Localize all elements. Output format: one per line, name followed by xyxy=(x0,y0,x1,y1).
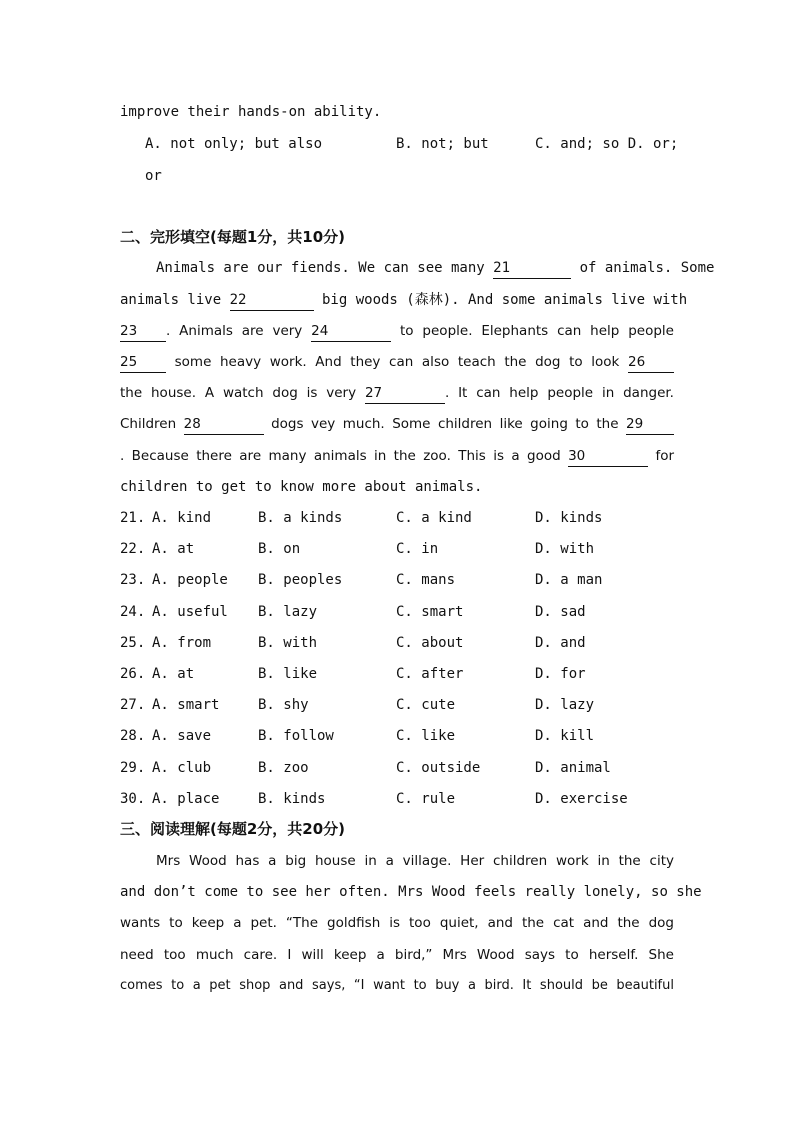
blank-25: 25 xyxy=(120,352,166,373)
cloze-line-6: Children 28 dogs vey much. Some children like going to the 29 xyxy=(120,414,674,435)
option-a: A. people xyxy=(152,572,228,588)
q20-stem-end: improve their hands-on ability. xyxy=(120,104,382,120)
option-b: B. peoples xyxy=(258,572,343,588)
option-c: C. smart xyxy=(396,604,464,620)
blank-22: 22 xyxy=(230,290,314,311)
reading-line-2: and don’t come to see her often. Mrs Wood feels really lonely, so she xyxy=(120,884,702,900)
reading-line-1: Mrs Wood has a big house in a village. Her children work in the city xyxy=(156,853,674,869)
option-d: D. and xyxy=(535,635,586,651)
cloze-line-8: children to get to know more about animals. xyxy=(120,479,483,495)
blank-30: 30 xyxy=(568,446,648,467)
question-number: 29. xyxy=(120,760,146,776)
q20-option-d: or xyxy=(145,168,162,184)
question-number: 28. xyxy=(120,728,146,744)
option-b: B. lazy xyxy=(258,604,318,620)
option-a: A. useful xyxy=(152,604,228,620)
question-number: 21. xyxy=(120,510,146,526)
blank-21: 21 xyxy=(493,258,571,279)
option-b: B. follow xyxy=(258,728,334,744)
option-b: B. a kinds xyxy=(258,510,343,526)
blank-29: 29 xyxy=(626,414,674,435)
option-d: D. a man xyxy=(535,572,603,588)
blank-23: 23 xyxy=(120,321,166,342)
option-a: A. at xyxy=(152,666,195,682)
option-a: A. from xyxy=(152,635,212,651)
option-d: D. animal xyxy=(535,760,611,776)
option-c: C. outside xyxy=(396,760,481,776)
q20-option-b: B. not; but xyxy=(396,136,489,152)
option-a: A. kind xyxy=(152,510,212,526)
question-number: 30. xyxy=(120,791,146,807)
blank-27: 27 xyxy=(365,383,445,404)
reading-line-3: wants to keep a pet. “The goldfish is too quiet, and the cat and the dog xyxy=(120,915,674,931)
option-d: D. with xyxy=(535,541,595,557)
option-c: C. about xyxy=(396,635,464,651)
option-d: D. kill xyxy=(535,728,595,744)
option-d: D. for xyxy=(535,666,586,682)
reading-line-5: comes to a pet shop and says, “I want to buy a bird. It should be beautiful xyxy=(120,978,674,993)
question-number: 27. xyxy=(120,697,146,713)
blank-24: 24 xyxy=(311,321,391,342)
option-d: D. exercise xyxy=(535,791,628,807)
q20-option-a: A. not only; but also xyxy=(145,136,323,152)
cloze-line-2: animals live 22 big woods (森林). And some animals live with xyxy=(120,290,674,311)
option-a: A. place xyxy=(152,791,220,807)
cloze-line-3: 23 . Animals are very 24 to people. Elephants can help people xyxy=(120,321,674,342)
option-c: C. cute xyxy=(396,697,456,713)
question-number: 22. xyxy=(120,541,146,557)
reading-line-4: need too much care. I will keep a bird,” Mrs Wood says to herself. She xyxy=(120,947,674,963)
question-number: 25. xyxy=(120,635,146,651)
option-c: C. a kind xyxy=(396,510,472,526)
option-b: B. like xyxy=(258,666,318,682)
option-a: A. smart xyxy=(152,697,220,713)
option-d: D. sad xyxy=(535,604,586,620)
option-c: C. rule xyxy=(396,791,456,807)
section-heading-reading: 三、阅读理解(每题2分，共20分) xyxy=(120,820,346,838)
blank-28: 28 xyxy=(184,414,264,435)
option-b: B. on xyxy=(258,541,301,557)
cloze-line-1: Animals are our fiends. We can see many 21 of animals. Some xyxy=(156,258,674,279)
blank-26: 26 xyxy=(628,352,674,373)
option-d: D. kinds xyxy=(535,510,603,526)
cloze-line-4: 25 some heavy work. And they can also teach the dog to look 26 xyxy=(120,352,674,373)
section-heading-cloze: 二、完形填空(每题1分，共10分) xyxy=(120,228,346,246)
option-b: B. zoo xyxy=(258,760,309,776)
option-a: A. at xyxy=(152,541,195,557)
cloze-line-7: . Because there are many animals in the zoo. This is a good 30 for xyxy=(120,446,674,467)
option-d: D. lazy xyxy=(535,697,595,713)
option-b: B. kinds xyxy=(258,791,326,807)
q20-option-c: C. and; so D. or; xyxy=(535,136,679,152)
option-c: C. after xyxy=(396,666,464,682)
question-number: 24. xyxy=(120,604,146,620)
option-c: C. in xyxy=(396,541,439,557)
question-number: 23. xyxy=(120,572,146,588)
cloze-line-5: the house. A watch dog is very 27 . It can help people in danger. xyxy=(120,383,674,404)
option-c: C. mans xyxy=(396,572,456,588)
option-a: A. save xyxy=(152,728,212,744)
option-a: A. club xyxy=(152,760,212,776)
option-b: B. shy xyxy=(258,697,309,713)
question-number: 26. xyxy=(120,666,146,682)
option-b: B. with xyxy=(258,635,318,651)
option-c: C. like xyxy=(396,728,456,744)
